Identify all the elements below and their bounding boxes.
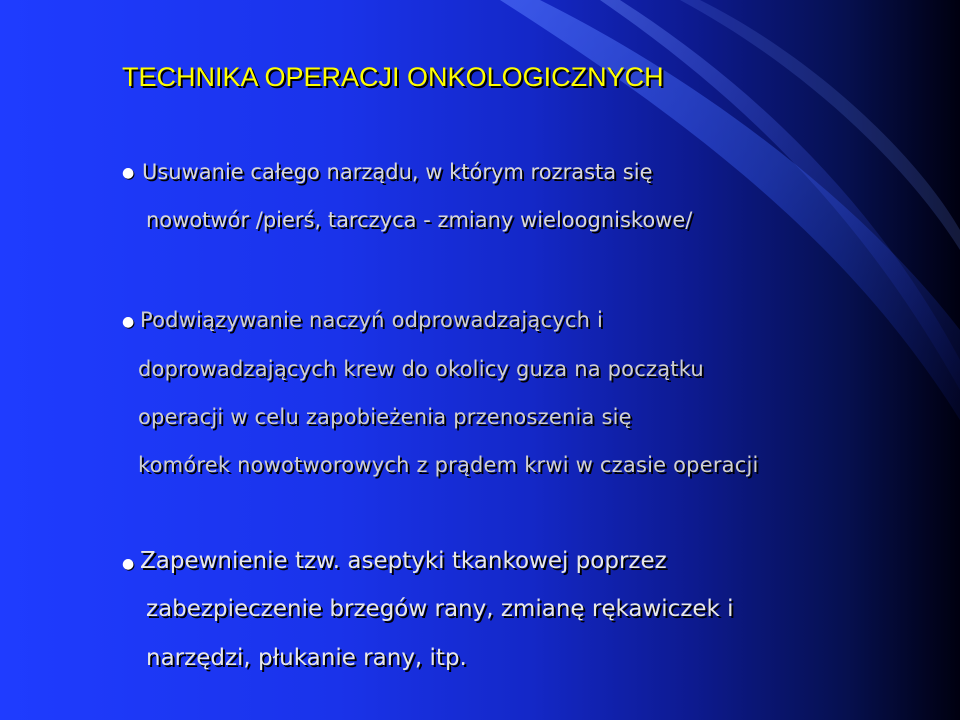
bullet-dot-icon: ● [122, 314, 135, 330]
bullet-2-line-1: Podwiązywanie naczyń odprowadzających i [140, 308, 604, 332]
bullet-1-line-2: nowotwór /pierś, tarczyca - zmiany wieloogniskowe/ [146, 208, 693, 232]
bullet-3-line-2: zabezpieczenie brzegów rany, zmianę rękawiczek i [146, 596, 734, 622]
bullet-dot-icon: ● [122, 165, 135, 181]
bullet-2-line-3: operacji w celu zapobieżenia przenoszenia się [138, 405, 632, 429]
bullet-3-line-3: narzędzi, płukanie rany, itp. [146, 645, 467, 671]
bullet-3-line-1: Zapewnienie tzw. aseptyki tkankowej poprzez [140, 548, 667, 574]
bullet-2-line-2: doprowadzających krew do okolicy guza na początku [138, 357, 704, 381]
bullet-2-line-4: komórek nowotworowych z prądem krwi w czasie operacji [138, 453, 759, 477]
bullet-dot-icon: ● [122, 556, 135, 572]
bullet-1-line-1: Usuwanie całego narządu, w którym rozrasta się [142, 160, 653, 184]
slide-title: TECHNIKA OPERACJI ONKOLOGICZNYCH [122, 62, 664, 92]
